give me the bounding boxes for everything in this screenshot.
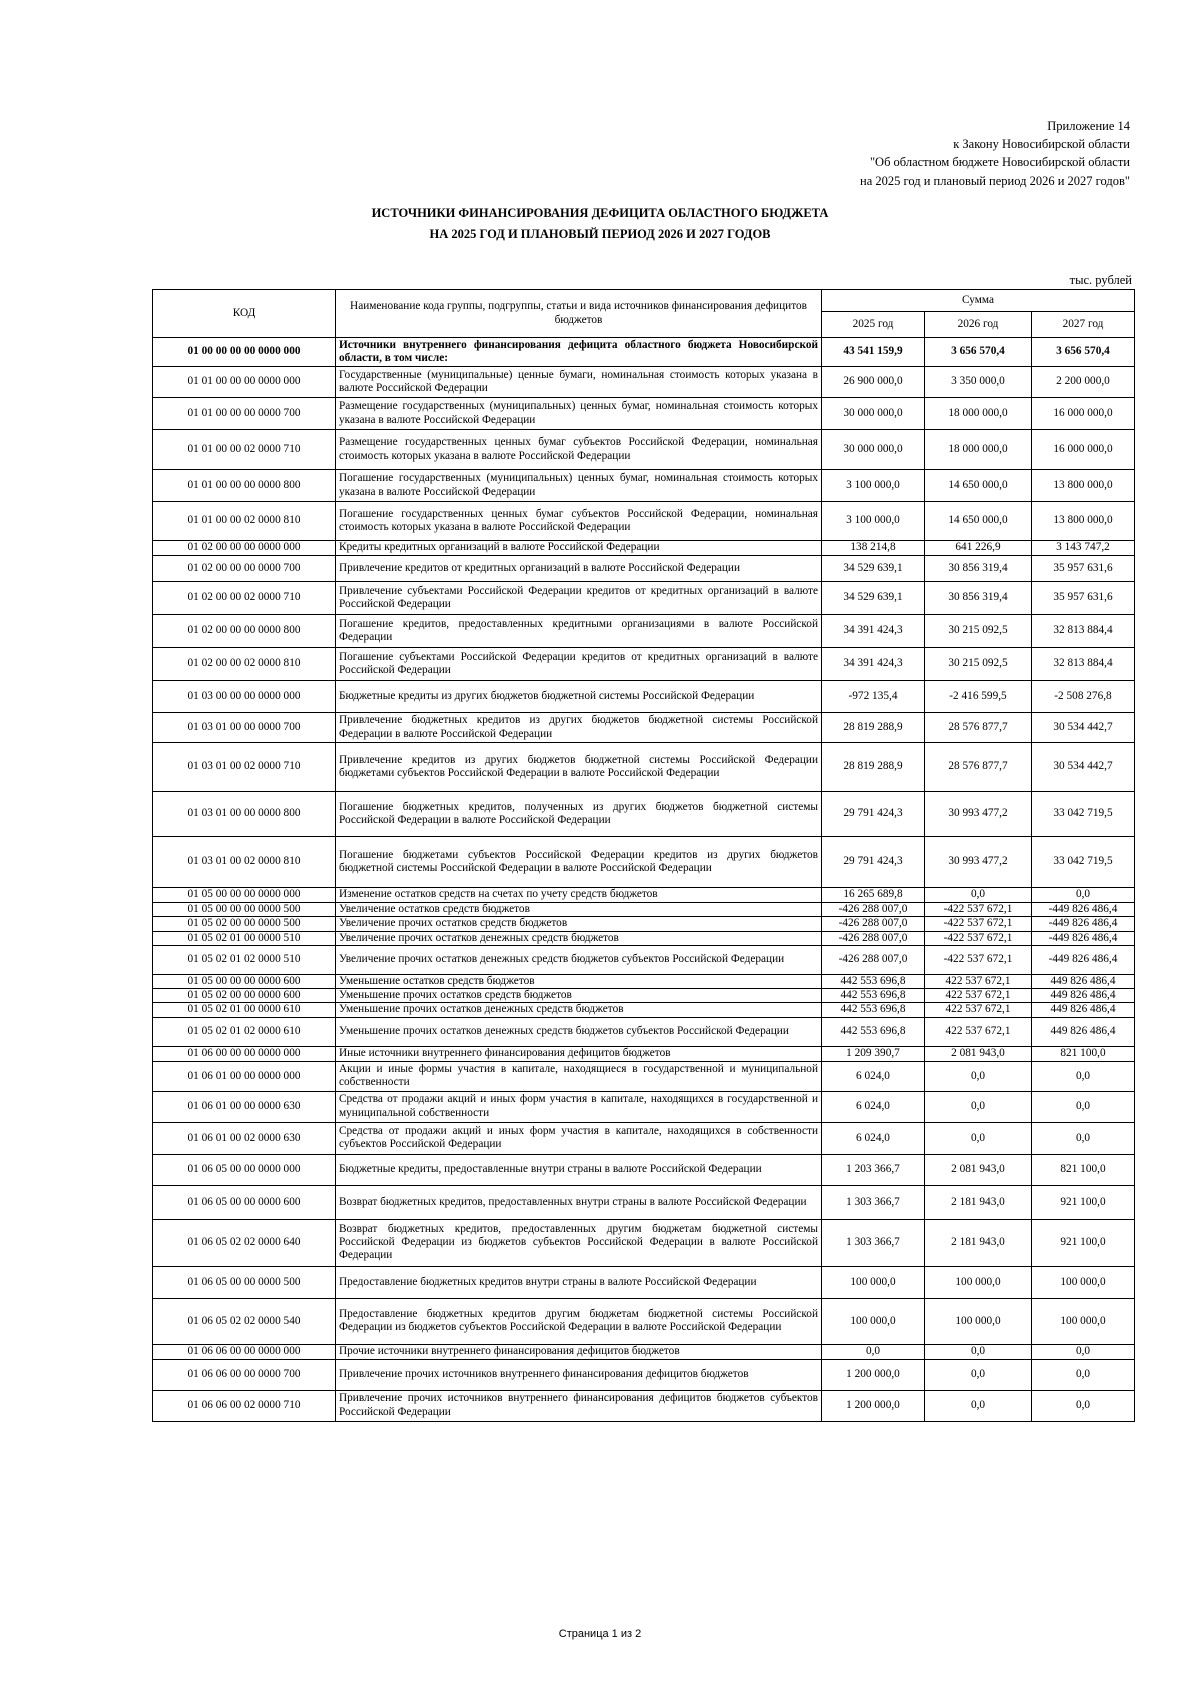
row-code: 01 03 01 00 00 0000 700 bbox=[153, 713, 336, 743]
table-row bbox=[153, 648, 1135, 681]
appendix-line-4: на 2025 год и плановый период 2026 и 2027 годов" bbox=[860, 173, 1130, 188]
row-code: 01 06 05 02 02 0000 540 bbox=[153, 1298, 336, 1344]
table-row bbox=[153, 367, 1135, 398]
header-code: КОД bbox=[153, 290, 336, 338]
table-row bbox=[153, 1359, 1135, 1390]
row-name: Размещение государственных (муниципальных) ценных бумаг, номинальная стоимость которых указана в валюте Российской Федерации bbox=[336, 398, 822, 430]
row-value-2026: 30 215 092,5 bbox=[925, 648, 1032, 681]
row-value-2026: -422 537 672,1 bbox=[925, 945, 1032, 974]
row-value-2026: 0,0 bbox=[925, 1359, 1032, 1390]
row-value-2027: 35 957 631,6 bbox=[1032, 556, 1135, 582]
row-value-2027: -2 508 276,8 bbox=[1032, 681, 1135, 713]
table-row bbox=[153, 470, 1135, 502]
row-code: 01 01 00 00 02 0000 710 bbox=[153, 430, 336, 470]
row-value-2025: 3 100 000,0 bbox=[822, 502, 925, 541]
table-row bbox=[153, 1185, 1135, 1219]
row-value-2027: 821 100,0 bbox=[1032, 1046, 1135, 1061]
row-value-2025: 1 303 366,7 bbox=[822, 1219, 925, 1266]
row-value-2027: 32 813 884,4 bbox=[1032, 648, 1135, 681]
row-value-2027: -449 826 486,4 bbox=[1032, 945, 1135, 974]
row-name: Акции и иные формы участия в капитале, находящиеся в государственной и муниципальной собственности bbox=[336, 1061, 822, 1091]
row-value-2026: 18 000 000,0 bbox=[925, 398, 1032, 430]
table-row bbox=[153, 1046, 1135, 1061]
row-value-2027: -449 826 486,4 bbox=[1032, 917, 1135, 931]
row-name: Уменьшение остатков средств бюджетов bbox=[336, 974, 822, 988]
table-row bbox=[153, 1344, 1135, 1359]
row-name: Уменьшение прочих остатков денежных средств бюджетов bbox=[336, 1003, 822, 1017]
table-row bbox=[153, 713, 1135, 743]
row-value-2027: 0,0 bbox=[1032, 1061, 1135, 1091]
appendix-line-1: Приложение 14 bbox=[1047, 119, 1130, 133]
row-value-2026: 30 993 477,2 bbox=[925, 837, 1032, 888]
row-code: 01 05 00 00 00 0000 500 bbox=[153, 903, 336, 917]
row-value-2026: 3 350 000,0 bbox=[925, 367, 1032, 398]
row-value-2025: 442 553 696,8 bbox=[822, 1003, 925, 1017]
row-value-2026: 422 537 672,1 bbox=[925, 989, 1032, 1003]
row-code: 01 01 00 00 00 0000 800 bbox=[153, 470, 336, 502]
row-value-2027: 3 143 747,2 bbox=[1032, 541, 1135, 556]
row-code: 01 06 00 00 00 0000 000 bbox=[153, 1046, 336, 1061]
row-name: Привлечение бюджетных кредитов из других бюджетов бюджетной системы Российской Федерации в валюте Российской Федерации bbox=[336, 713, 822, 743]
row-code: 01 03 01 00 00 0000 800 bbox=[153, 792, 336, 837]
row-code: 01 03 00 00 00 0000 000 bbox=[153, 681, 336, 713]
row-value-2026: 0,0 bbox=[925, 1122, 1032, 1154]
row-value-2025: -426 288 007,0 bbox=[822, 945, 925, 974]
row-value-2027: 2 200 000,0 bbox=[1032, 367, 1135, 398]
row-value-2027: 30 534 442,7 bbox=[1032, 743, 1135, 792]
financing-sources-table bbox=[152, 289, 1135, 1422]
row-name: Кредиты кредитных организаций в валюте Российской Федерации bbox=[336, 541, 822, 556]
row-value-2026: 3 656 570,4 bbox=[925, 338, 1032, 367]
header-sum: Сумма bbox=[822, 290, 1135, 312]
row-value-2027: 449 826 486,4 bbox=[1032, 974, 1135, 988]
row-value-2025: 16 265 689,8 bbox=[822, 888, 925, 903]
row-name: Иные источники внутреннего финансирования дефицитов бюджетов bbox=[336, 1046, 822, 1061]
row-value-2026: 28 576 877,7 bbox=[925, 713, 1032, 743]
row-value-2027: 449 826 486,4 bbox=[1032, 989, 1135, 1003]
row-name: Погашение кредитов, предоставленных кредитными организациями в валюте Российской Федерации bbox=[336, 615, 822, 648]
row-value-2026: 2 181 943,0 bbox=[925, 1219, 1032, 1266]
table-row bbox=[153, 1091, 1135, 1122]
table-row bbox=[153, 582, 1135, 615]
row-code: 01 03 01 00 02 0000 710 bbox=[153, 743, 336, 792]
row-value-2026: -422 537 672,1 bbox=[925, 917, 1032, 931]
row-code: 01 02 00 00 02 0000 810 bbox=[153, 648, 336, 681]
row-name: Предоставление бюджетных кредитов другим бюджетам бюджетной системы Российской Федерации из бюджетов субъектов Российской Федерации в валюте Российской Федерации bbox=[336, 1298, 822, 1344]
page-number: Страница 1 из 2 bbox=[558, 1628, 642, 1640]
row-value-2026: 28 576 877,7 bbox=[925, 743, 1032, 792]
row-name: Возврат бюджетных кредитов, предоставленных другим бюджетам бюджетной системы Российской Федерации из бюджетов субъектов Российской Федерации в валюте Российской Федерации bbox=[336, 1219, 822, 1266]
row-value-2027: 3 656 570,4 bbox=[1032, 338, 1135, 367]
table-row bbox=[153, 1154, 1135, 1185]
row-code: 01 00 00 00 00 0000 000 bbox=[153, 338, 336, 367]
table-row bbox=[153, 541, 1135, 556]
row-value-2025: 30 000 000,0 bbox=[822, 430, 925, 470]
table-row bbox=[153, 792, 1135, 837]
table-row bbox=[153, 556, 1135, 582]
row-value-2026: -2 416 599,5 bbox=[925, 681, 1032, 713]
row-name: Привлечение кредитов от кредитных организаций в валюте Российской Федерации bbox=[336, 556, 822, 582]
header-name: Наименование кода группы, подгруппы, статьи и вида источников финансирования дефицитов бюджетов bbox=[336, 290, 822, 338]
row-value-2025: 26 900 000,0 bbox=[822, 367, 925, 398]
row-value-2025: 28 819 288,9 bbox=[822, 713, 925, 743]
row-code: 01 01 00 00 00 0000 000 bbox=[153, 367, 336, 398]
table-row bbox=[153, 1061, 1135, 1091]
table-row bbox=[153, 903, 1135, 917]
document-title bbox=[150, 203, 1050, 245]
row-value-2025: -426 288 007,0 bbox=[822, 931, 925, 945]
appendix-line-3: "Об областном бюджете Новосибирской области bbox=[869, 155, 1130, 170]
row-value-2025: 1 209 390,7 bbox=[822, 1046, 925, 1061]
row-code: 01 05 02 00 00 0000 500 bbox=[153, 917, 336, 931]
row-value-2027: 921 100,0 bbox=[1032, 1219, 1135, 1266]
row-value-2027: -449 826 486,4 bbox=[1032, 931, 1135, 945]
row-code: 01 02 00 00 00 0000 800 bbox=[153, 615, 336, 648]
row-value-2026: 100 000,0 bbox=[925, 1298, 1032, 1344]
row-value-2026: 2 081 943,0 bbox=[925, 1154, 1032, 1185]
row-name: Погашение государственных ценных бумаг субъектов Российской Федерации, номинальная стоимость которых указана в валюте Российской Федерации bbox=[336, 502, 822, 541]
table-row bbox=[153, 1017, 1135, 1046]
row-name: Привлечение прочих источников внутреннего финансирования дефицитов бюджетов субъектов Российской Федерации bbox=[336, 1390, 822, 1421]
row-name: Увеличение прочих остатков денежных средств бюджетов субъектов Российской Федерации bbox=[336, 945, 822, 974]
table-row bbox=[153, 398, 1135, 430]
row-value-2027: 0,0 bbox=[1032, 1122, 1135, 1154]
row-value-2025: 43 541 159,9 bbox=[822, 338, 925, 367]
row-value-2025: 34 529 639,1 bbox=[822, 582, 925, 615]
row-code: 01 06 06 00 02 0000 710 bbox=[153, 1390, 336, 1421]
row-value-2027: 0,0 bbox=[1032, 1091, 1135, 1122]
table-row bbox=[153, 1003, 1135, 1017]
row-value-2025: 30 000 000,0 bbox=[822, 398, 925, 430]
row-value-2026: 0,0 bbox=[925, 1091, 1032, 1122]
table-row bbox=[153, 945, 1135, 974]
row-name: Увеличение прочих остатков средств бюджетов bbox=[336, 917, 822, 931]
table-row bbox=[153, 1266, 1135, 1298]
row-code: 01 06 05 00 00 0000 500 bbox=[153, 1266, 336, 1298]
row-code: 01 02 00 00 00 0000 700 bbox=[153, 556, 336, 582]
row-name: Привлечение прочих источников внутреннего финансирования дефицитов бюджетов bbox=[336, 1359, 822, 1390]
header-2025: 2025 год bbox=[822, 312, 925, 338]
row-value-2025: 6 024,0 bbox=[822, 1122, 925, 1154]
row-code: 01 05 00 00 00 0000 000 bbox=[153, 888, 336, 903]
row-value-2025: -972 135,4 bbox=[822, 681, 925, 713]
row-name: Погашение субъектами Российской Федерации кредитов от кредитных организаций в валюте Российской Федерации bbox=[336, 648, 822, 681]
table-row bbox=[153, 338, 1135, 367]
row-code: 01 06 06 00 00 0000 000 bbox=[153, 1344, 336, 1359]
row-code: 01 06 05 02 02 0000 640 bbox=[153, 1219, 336, 1266]
row-name: Бюджетные кредиты, предоставленные внутри страны в валюте Российской Федерации bbox=[336, 1154, 822, 1185]
row-code: 01 06 01 00 00 0000 000 bbox=[153, 1061, 336, 1091]
row-value-2025: 442 553 696,8 bbox=[822, 989, 925, 1003]
row-value-2026: 18 000 000,0 bbox=[925, 430, 1032, 470]
table-row bbox=[153, 1390, 1135, 1421]
row-value-2027: 33 042 719,5 bbox=[1032, 837, 1135, 888]
row-value-2026: 30 215 092,5 bbox=[925, 615, 1032, 648]
row-value-2027: 0,0 bbox=[1032, 1390, 1135, 1421]
row-value-2026: 30 856 319,4 bbox=[925, 556, 1032, 582]
row-value-2026: 0,0 bbox=[925, 1344, 1032, 1359]
row-value-2025: 6 024,0 bbox=[822, 1061, 925, 1091]
row-value-2027: 33 042 719,5 bbox=[1032, 792, 1135, 837]
appendix-block bbox=[730, 117, 1130, 190]
table-row bbox=[153, 615, 1135, 648]
row-code: 01 05 02 01 00 0000 610 bbox=[153, 1003, 336, 1017]
row-value-2026: 2 081 943,0 bbox=[925, 1046, 1032, 1061]
row-name: Увеличение остатков средств бюджетов bbox=[336, 903, 822, 917]
row-value-2027: 16 000 000,0 bbox=[1032, 398, 1135, 430]
row-value-2026: 422 537 672,1 bbox=[925, 1017, 1032, 1046]
row-value-2025: 100 000,0 bbox=[822, 1298, 925, 1344]
row-value-2025: 100 000,0 bbox=[822, 1266, 925, 1298]
table-row bbox=[153, 502, 1135, 541]
title-line-2: НА 2025 ГОД И ПЛАНОВЫЙ ПЕРИОД 2026 И 2027 ГОДОВ bbox=[429, 227, 771, 241]
row-value-2026: 641 226,9 bbox=[925, 541, 1032, 556]
row-value-2026: -422 537 672,1 bbox=[925, 903, 1032, 917]
row-value-2026: 422 537 672,1 bbox=[925, 974, 1032, 988]
row-value-2025: 29 791 424,3 bbox=[822, 837, 925, 888]
row-value-2026: -422 537 672,1 bbox=[925, 931, 1032, 945]
row-name: Источники внутреннего финансирования дефицита областного бюджета Новосибирской области, в том числе: bbox=[336, 338, 822, 367]
row-value-2027: -449 826 486,4 bbox=[1032, 903, 1135, 917]
row-value-2027: 35 957 631,6 bbox=[1032, 582, 1135, 615]
table-row bbox=[153, 989, 1135, 1003]
table-row bbox=[153, 681, 1135, 713]
row-name: Возврат бюджетных кредитов, предоставленных внутри страны в валюте Российской Федерации bbox=[336, 1185, 822, 1219]
table-row bbox=[153, 931, 1135, 945]
row-value-2027: 449 826 486,4 bbox=[1032, 1003, 1135, 1017]
row-value-2027: 32 813 884,4 bbox=[1032, 615, 1135, 648]
row-name: Прочие источники внутреннего финансирования дефицитов бюджетов bbox=[336, 1344, 822, 1359]
row-value-2025: 34 529 639,1 bbox=[822, 556, 925, 582]
row-value-2027: 0,0 bbox=[1032, 1344, 1135, 1359]
row-value-2026: 14 650 000,0 bbox=[925, 502, 1032, 541]
row-code: 01 05 00 00 00 0000 600 bbox=[153, 974, 336, 988]
row-value-2025: -426 288 007,0 bbox=[822, 903, 925, 917]
row-name: Погашение государственных (муниципальных) ценных бумаг, номинальная стоимость которых указана в валюте Российской Федерации bbox=[336, 470, 822, 502]
row-value-2027: 449 826 486,4 bbox=[1032, 1017, 1135, 1046]
row-value-2027: 30 534 442,7 bbox=[1032, 713, 1135, 743]
row-code: 01 05 02 00 00 0000 600 bbox=[153, 989, 336, 1003]
table-row bbox=[153, 917, 1135, 931]
table-row bbox=[153, 743, 1135, 792]
table-row bbox=[153, 430, 1135, 470]
row-name: Средства от продажи акций и иных форм участия в капитале, находящихся в собственности субъектов Российской Федерации bbox=[336, 1122, 822, 1154]
row-code: 01 06 06 00 00 0000 700 bbox=[153, 1359, 336, 1390]
row-value-2025: 1 203 366,7 bbox=[822, 1154, 925, 1185]
row-value-2027: 0,0 bbox=[1032, 888, 1135, 903]
row-value-2025: 28 819 288,9 bbox=[822, 743, 925, 792]
row-name: Увеличение прочих остатков денежных средств бюджетов bbox=[336, 931, 822, 945]
row-name: Уменьшение прочих остатков денежных средств бюджетов субъектов Российской Федерации bbox=[336, 1017, 822, 1046]
row-value-2025: -426 288 007,0 bbox=[822, 917, 925, 931]
row-code: 01 01 00 00 00 0000 700 bbox=[153, 398, 336, 430]
row-code: 01 06 05 00 00 0000 600 bbox=[153, 1185, 336, 1219]
row-value-2025: 1 200 000,0 bbox=[822, 1390, 925, 1421]
row-code: 01 03 01 00 02 0000 810 bbox=[153, 837, 336, 888]
row-code: 01 06 01 00 02 0000 630 bbox=[153, 1122, 336, 1154]
row-value-2027: 0,0 bbox=[1032, 1359, 1135, 1390]
row-value-2025: 6 024,0 bbox=[822, 1091, 925, 1122]
row-name: Размещение государственных ценных бумаг субъектов Российской Федерации, номинальная стоимость которых указана в валюте Российской Федерации bbox=[336, 430, 822, 470]
row-value-2025: 3 100 000,0 bbox=[822, 470, 925, 502]
table-row bbox=[153, 1298, 1135, 1344]
row-value-2025: 1 200 000,0 bbox=[822, 1359, 925, 1390]
row-value-2026: 14 650 000,0 bbox=[925, 470, 1032, 502]
row-value-2026: 100 000,0 bbox=[925, 1266, 1032, 1298]
row-code: 01 02 00 00 02 0000 710 bbox=[153, 582, 336, 615]
row-value-2027: 13 800 000,0 bbox=[1032, 502, 1135, 541]
row-value-2027: 100 000,0 bbox=[1032, 1298, 1135, 1344]
row-value-2027: 16 000 000,0 bbox=[1032, 430, 1135, 470]
row-code: 01 02 00 00 00 0000 000 bbox=[153, 541, 336, 556]
row-name: Предоставление бюджетных кредитов внутри страны в валюте Российской Федерации bbox=[336, 1266, 822, 1298]
row-value-2027: 821 100,0 bbox=[1032, 1154, 1135, 1185]
row-value-2025: 1 303 366,7 bbox=[822, 1185, 925, 1219]
appendix-line-2: к Закону Новосибирской области bbox=[953, 137, 1130, 152]
table-row bbox=[153, 1219, 1135, 1266]
row-name: Привлечение кредитов из других бюджетов бюджетной системы Российской Федерации бюджетами субъектов Российской Федерации в валюте Российской Федерации bbox=[336, 743, 822, 792]
row-value-2026: 0,0 bbox=[925, 1061, 1032, 1091]
table-row bbox=[153, 974, 1135, 988]
row-code: 01 05 02 01 00 0000 510 bbox=[153, 931, 336, 945]
row-code: 01 06 05 00 00 0000 000 bbox=[153, 1154, 336, 1185]
table-row bbox=[153, 1122, 1135, 1154]
row-value-2025: 34 391 424,3 bbox=[822, 615, 925, 648]
row-value-2026: 30 993 477,2 bbox=[925, 792, 1032, 837]
row-value-2025: 442 553 696,8 bbox=[822, 974, 925, 988]
table-row bbox=[153, 888, 1135, 903]
row-name: Привлечение субъектами Российской Федерации кредитов от кредитных организаций в валюте Российской Федерации bbox=[336, 582, 822, 615]
row-value-2025: 34 391 424,3 bbox=[822, 648, 925, 681]
row-code: 01 05 02 01 02 0000 610 bbox=[153, 1017, 336, 1046]
row-name: Государственные (муниципальные) ценные бумаги, номинальная стоимость которых указана в валюте Российской Федерации bbox=[336, 367, 822, 398]
table-row bbox=[153, 837, 1135, 888]
row-name: Погашение бюджетных кредитов, полученных из других бюджетов бюджетной системы Российской Федерации в валюте Российской Федерации bbox=[336, 792, 822, 837]
row-value-2025: 29 791 424,3 bbox=[822, 792, 925, 837]
row-name: Погашение бюджетами субъектов Российской Федерации кредитов из других бюджетов бюджетной системы Российской Федерации в валюте Российской Федерации bbox=[336, 837, 822, 888]
title-line-1: ИСТОЧНИКИ ФИНАНСИРОВАНИЯ ДЕФИЦИТА ОБЛАСТНОГО БЮДЖЕТА bbox=[371, 206, 829, 220]
units-label: тыс. рублей bbox=[1069, 273, 1132, 287]
row-code: 01 06 01 00 00 0000 630 bbox=[153, 1091, 336, 1122]
row-value-2025: 0,0 bbox=[822, 1344, 925, 1359]
row-name: Изменение остатков средств на счетах по учету средств бюджетов bbox=[336, 888, 822, 903]
row-value-2027: 100 000,0 bbox=[1032, 1266, 1135, 1298]
row-value-2026: 0,0 bbox=[925, 888, 1032, 903]
row-value-2026: 422 537 672,1 bbox=[925, 1003, 1032, 1017]
row-code: 01 05 02 01 02 0000 510 bbox=[153, 945, 336, 974]
row-name: Уменьшение прочих остатков средств бюджетов bbox=[336, 989, 822, 1003]
row-code: 01 01 00 00 02 0000 810 bbox=[153, 502, 336, 541]
row-value-2026: 2 181 943,0 bbox=[925, 1185, 1032, 1219]
row-name: Средства от продажи акций и иных форм участия в капитале, находящихся в государственной и муниципальной собственности bbox=[336, 1091, 822, 1122]
row-value-2027: 921 100,0 bbox=[1032, 1185, 1135, 1219]
row-value-2025: 138 214,8 bbox=[822, 541, 925, 556]
row-value-2026: 30 856 319,4 bbox=[925, 582, 1032, 615]
row-value-2025: 442 553 696,8 bbox=[822, 1017, 925, 1046]
row-value-2027: 13 800 000,0 bbox=[1032, 470, 1135, 502]
header-2027: 2027 год bbox=[1032, 312, 1135, 338]
row-value-2026: 0,0 bbox=[925, 1390, 1032, 1421]
header-2026: 2026 год bbox=[925, 312, 1032, 338]
row-name: Бюджетные кредиты из других бюджетов бюджетной системы Российской Федерации bbox=[336, 681, 822, 713]
